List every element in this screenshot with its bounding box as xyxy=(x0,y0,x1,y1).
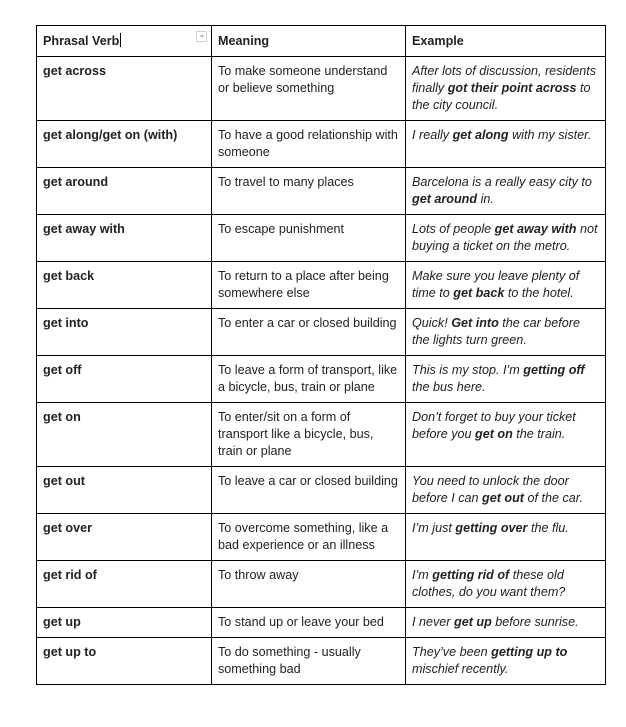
table-row xyxy=(37,467,606,514)
example-highlight: get out xyxy=(482,491,524,505)
table-row xyxy=(37,168,606,215)
phrasal-verb-cell[interactable]: get away with xyxy=(37,215,212,262)
example-cell[interactable] xyxy=(406,121,606,168)
example-text: Make sure you leave plenty of time to xyxy=(412,269,580,300)
meaning-cell[interactable]: To throw away xyxy=(212,561,406,608)
example-cell[interactable] xyxy=(406,403,606,467)
phrasal-verbs-table xyxy=(36,25,606,685)
header-meaning[interactable]: Meaning xyxy=(212,26,406,57)
table-body xyxy=(37,57,606,685)
example-text: the bus here. xyxy=(412,380,486,394)
example-highlight: get back xyxy=(453,286,505,300)
example-cell[interactable] xyxy=(406,638,606,685)
example-highlight: get on xyxy=(475,427,513,441)
table-row xyxy=(37,403,606,467)
example-highlight: getting over xyxy=(455,521,528,535)
example-cell[interactable] xyxy=(406,514,606,561)
meaning-cell[interactable]: To leave a form of transport, like a bicycle, bus, train or plane xyxy=(212,356,406,403)
meaning-cell[interactable]: To stand up or leave your bed xyxy=(212,608,406,638)
phrasal-verb-cell[interactable]: get rid of xyxy=(37,561,212,608)
phrasal-verb-cell[interactable]: get on xyxy=(37,403,212,467)
phrasal-verb-cell[interactable]: get along/get on (with) xyxy=(37,121,212,168)
example-text: before sunrise. xyxy=(491,615,579,629)
table-row xyxy=(37,561,606,608)
table-row xyxy=(37,309,606,356)
phrasal-verb-cell[interactable]: get up to xyxy=(37,638,212,685)
phrasal-verb-cell[interactable]: get over xyxy=(37,514,212,561)
phrasal-verb-cell[interactable]: get across xyxy=(37,57,212,121)
example-highlight: getting off xyxy=(523,363,585,377)
example-text: I’m xyxy=(412,568,433,582)
example-highlight: get around xyxy=(412,192,478,206)
phrasal-verb-cell[interactable]: get into xyxy=(37,309,212,356)
meaning-cell[interactable]: To return to a place after being somewhere else xyxy=(212,262,406,309)
phrasal-verb-cell[interactable]: get back xyxy=(37,262,212,309)
example-cell[interactable] xyxy=(406,467,606,514)
example-text: You need to unlock the door before I can xyxy=(412,474,569,505)
example-cell[interactable] xyxy=(406,608,606,638)
example-highlight: getting up to xyxy=(491,645,568,659)
example-cell[interactable] xyxy=(406,168,606,215)
example-cell[interactable] xyxy=(406,57,606,121)
phrasal-verb-cell[interactable]: get up xyxy=(37,608,212,638)
example-text: Don’t forget to buy your ticket before you xyxy=(412,410,576,441)
example-highlight: get away with xyxy=(494,222,577,236)
meaning-cell[interactable]: To travel to many places xyxy=(212,168,406,215)
table-row xyxy=(37,514,606,561)
example-text: to the city council. xyxy=(412,81,591,112)
phrasal-verb-cell[interactable]: get out xyxy=(37,467,212,514)
example-cell[interactable] xyxy=(406,356,606,403)
example-text: not buying a ticket on the metro. xyxy=(412,222,598,253)
meaning-cell[interactable]: To make someone understand or believe something xyxy=(212,57,406,121)
header-phrasal-verb-label: Phrasal Verb xyxy=(43,34,120,48)
example-text: Lots of people xyxy=(412,222,495,236)
meaning-cell[interactable]: To do something - usually something bad xyxy=(212,638,406,685)
meaning-cell[interactable]: To overcome something, like a bad experience or an illness xyxy=(212,514,406,561)
table-row xyxy=(37,121,606,168)
meaning-cell[interactable]: To have a good relationship with someone xyxy=(212,121,406,168)
meaning-cell[interactable]: To leave a car or closed building xyxy=(212,467,406,514)
text-cursor xyxy=(120,33,121,47)
table-row xyxy=(37,356,606,403)
example-highlight: get up xyxy=(454,615,492,629)
phrasal-verb-cell[interactable]: get around xyxy=(37,168,212,215)
example-text: I’m just xyxy=(412,521,456,535)
example-text: the car before the lights turn green. xyxy=(412,316,580,347)
example-highlight: getting rid of xyxy=(432,568,510,582)
example-text: Quick! xyxy=(412,316,452,330)
header-example[interactable]: Example xyxy=(406,26,606,57)
example-text: They’ve been xyxy=(412,645,492,659)
example-text: with my sister. xyxy=(508,128,592,142)
example-cell[interactable] xyxy=(406,561,606,608)
example-highlight: Get into xyxy=(451,316,499,330)
filter-dropdown-icon[interactable] xyxy=(196,31,207,42)
phrasal-verb-cell[interactable]: get off xyxy=(37,356,212,403)
header-row xyxy=(37,26,606,57)
table-row xyxy=(37,608,606,638)
example-text: I really xyxy=(412,128,453,142)
example-cell[interactable] xyxy=(406,262,606,309)
table-row xyxy=(37,262,606,309)
example-text: the flu. xyxy=(527,521,569,535)
header-phrasal-verb[interactable] xyxy=(37,26,212,57)
example-text: After lots of discussion, residents finally xyxy=(412,64,597,95)
example-highlight: get along xyxy=(452,128,509,142)
example-text: mischief recently. xyxy=(412,662,509,676)
example-highlight: got their point across xyxy=(447,81,577,95)
table-row xyxy=(37,638,606,685)
example-text: Barcelona is a really easy city to xyxy=(412,175,592,189)
table-row xyxy=(37,57,606,121)
example-text: to the hotel. xyxy=(504,286,574,300)
meaning-cell[interactable]: To enter/sit on a form of transport like a bicycle, bus, train or plane xyxy=(212,403,406,467)
example-text: these old clothes, do you want them? xyxy=(412,568,566,599)
example-cell[interactable] xyxy=(406,309,606,356)
meaning-cell[interactable]: To enter a car or closed building xyxy=(212,309,406,356)
example-text: I never xyxy=(412,615,454,629)
example-text: of the car. xyxy=(524,491,584,505)
example-text: This is my stop. I’m xyxy=(412,363,524,377)
example-text: in. xyxy=(477,192,494,206)
meaning-cell[interactable]: To escape punishment xyxy=(212,215,406,262)
example-text: the train. xyxy=(512,427,566,441)
table-row xyxy=(37,215,606,262)
example-cell[interactable] xyxy=(406,215,606,262)
